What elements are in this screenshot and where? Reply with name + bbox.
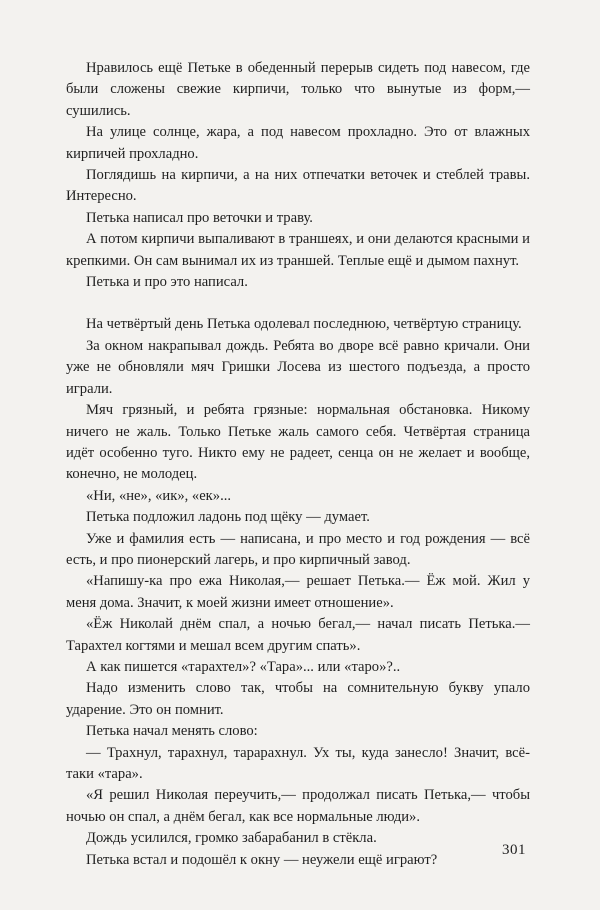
paragraph: На улице солнце, жара, а под навесом прохладно. Это от влажных кирпичей прохладно.: [66, 124, 530, 162]
paragraph: «Ни, «не», «ик», «ек»...: [86, 487, 232, 504]
paragraph: «Ёж Николай днём спал, а ночью бегал,— начал писать Петька.— Тарахтел когтями и мешал всем другим спать».: [66, 616, 530, 654]
paragraph: Мяч грязный, и ребята грязные: нормальная обстановка. Никому ничего не жаль. Только Петьке жаль самого себя. Четвёртая страница идёт особенно туго. Никто ему не радеет, сенца он не желает и вообще, конечно, не молодец.: [66, 402, 530, 483]
paragraph: За окном накрапывал дождь. Ребята во дворе всё равно кричали. Они уже не обновляли мяч Гришки Лосева из шестого подъезда, а просто играли.: [66, 337, 530, 397]
body-text: [66, 58, 530, 871]
paragraph: Нравилось ещё Петьке в обеденный перерыв сидеть под навесом, где были сложены свежие кирпичи, только что вынутые из форм,— сушились.: [66, 60, 530, 119]
section-break: [66, 293, 530, 314]
paragraph: Петька подложил ладонь под щёку — думает.: [86, 509, 370, 526]
paragraph: «Я решил Николая переучить,— продолжал писать Петька,— чтобы ночью он спал, а днём бегал, как все нормальные люди».: [66, 787, 530, 825]
paragraph: А как пишется «тарахтел»? «Тара»... или «таро»?..: [86, 658, 401, 675]
paragraph: — Трахнул, тарахнул, тарарахнул. Ух ты, куда занесло! Значит, всё-таки «тара».: [66, 744, 530, 782]
paragraph: Уже и фамилия есть — написана, и про место и год рождения — всё есть, и про пионерский лагерь, и про кирпичный завод.: [66, 530, 530, 568]
paragraph: Дождь усилился, громко забарабанил в стёкла.: [86, 830, 377, 847]
paragraph: Петька встал и подошёл к окну — неужели ещё играют?: [86, 851, 438, 868]
paragraph: На четвёртый день Петька одолевал последнюю, четвёртую страницу.: [86, 316, 522, 333]
paragraph: «Напишу-ка про ежа Николая,— решает Петька.— Ёж мой. Жил у меня дома. Значит, к моей жизни имеет отношение».: [66, 573, 530, 611]
paragraph: Надо изменить слово так, чтобы на сомнительную букву упало ударение. Это он помнит.: [66, 680, 530, 718]
paragraph: А потом кирпичи выпаливают в траншеях, и они делаются красными и крепкими. Он сам вынимал их из траншей. Теплые ещё и дымом пахнут.: [66, 231, 530, 269]
paragraph: Петька начал менять слово:: [86, 723, 258, 740]
paragraph: Поглядишь на кирпичи, а на них отпечатки веточек и стеблей травы. Интересно.: [66, 167, 530, 205]
paragraph: Петька и про это написал.: [86, 274, 248, 291]
page-number: 301: [502, 842, 526, 858]
paragraph: Петька написал про веточки и траву.: [86, 209, 313, 226]
